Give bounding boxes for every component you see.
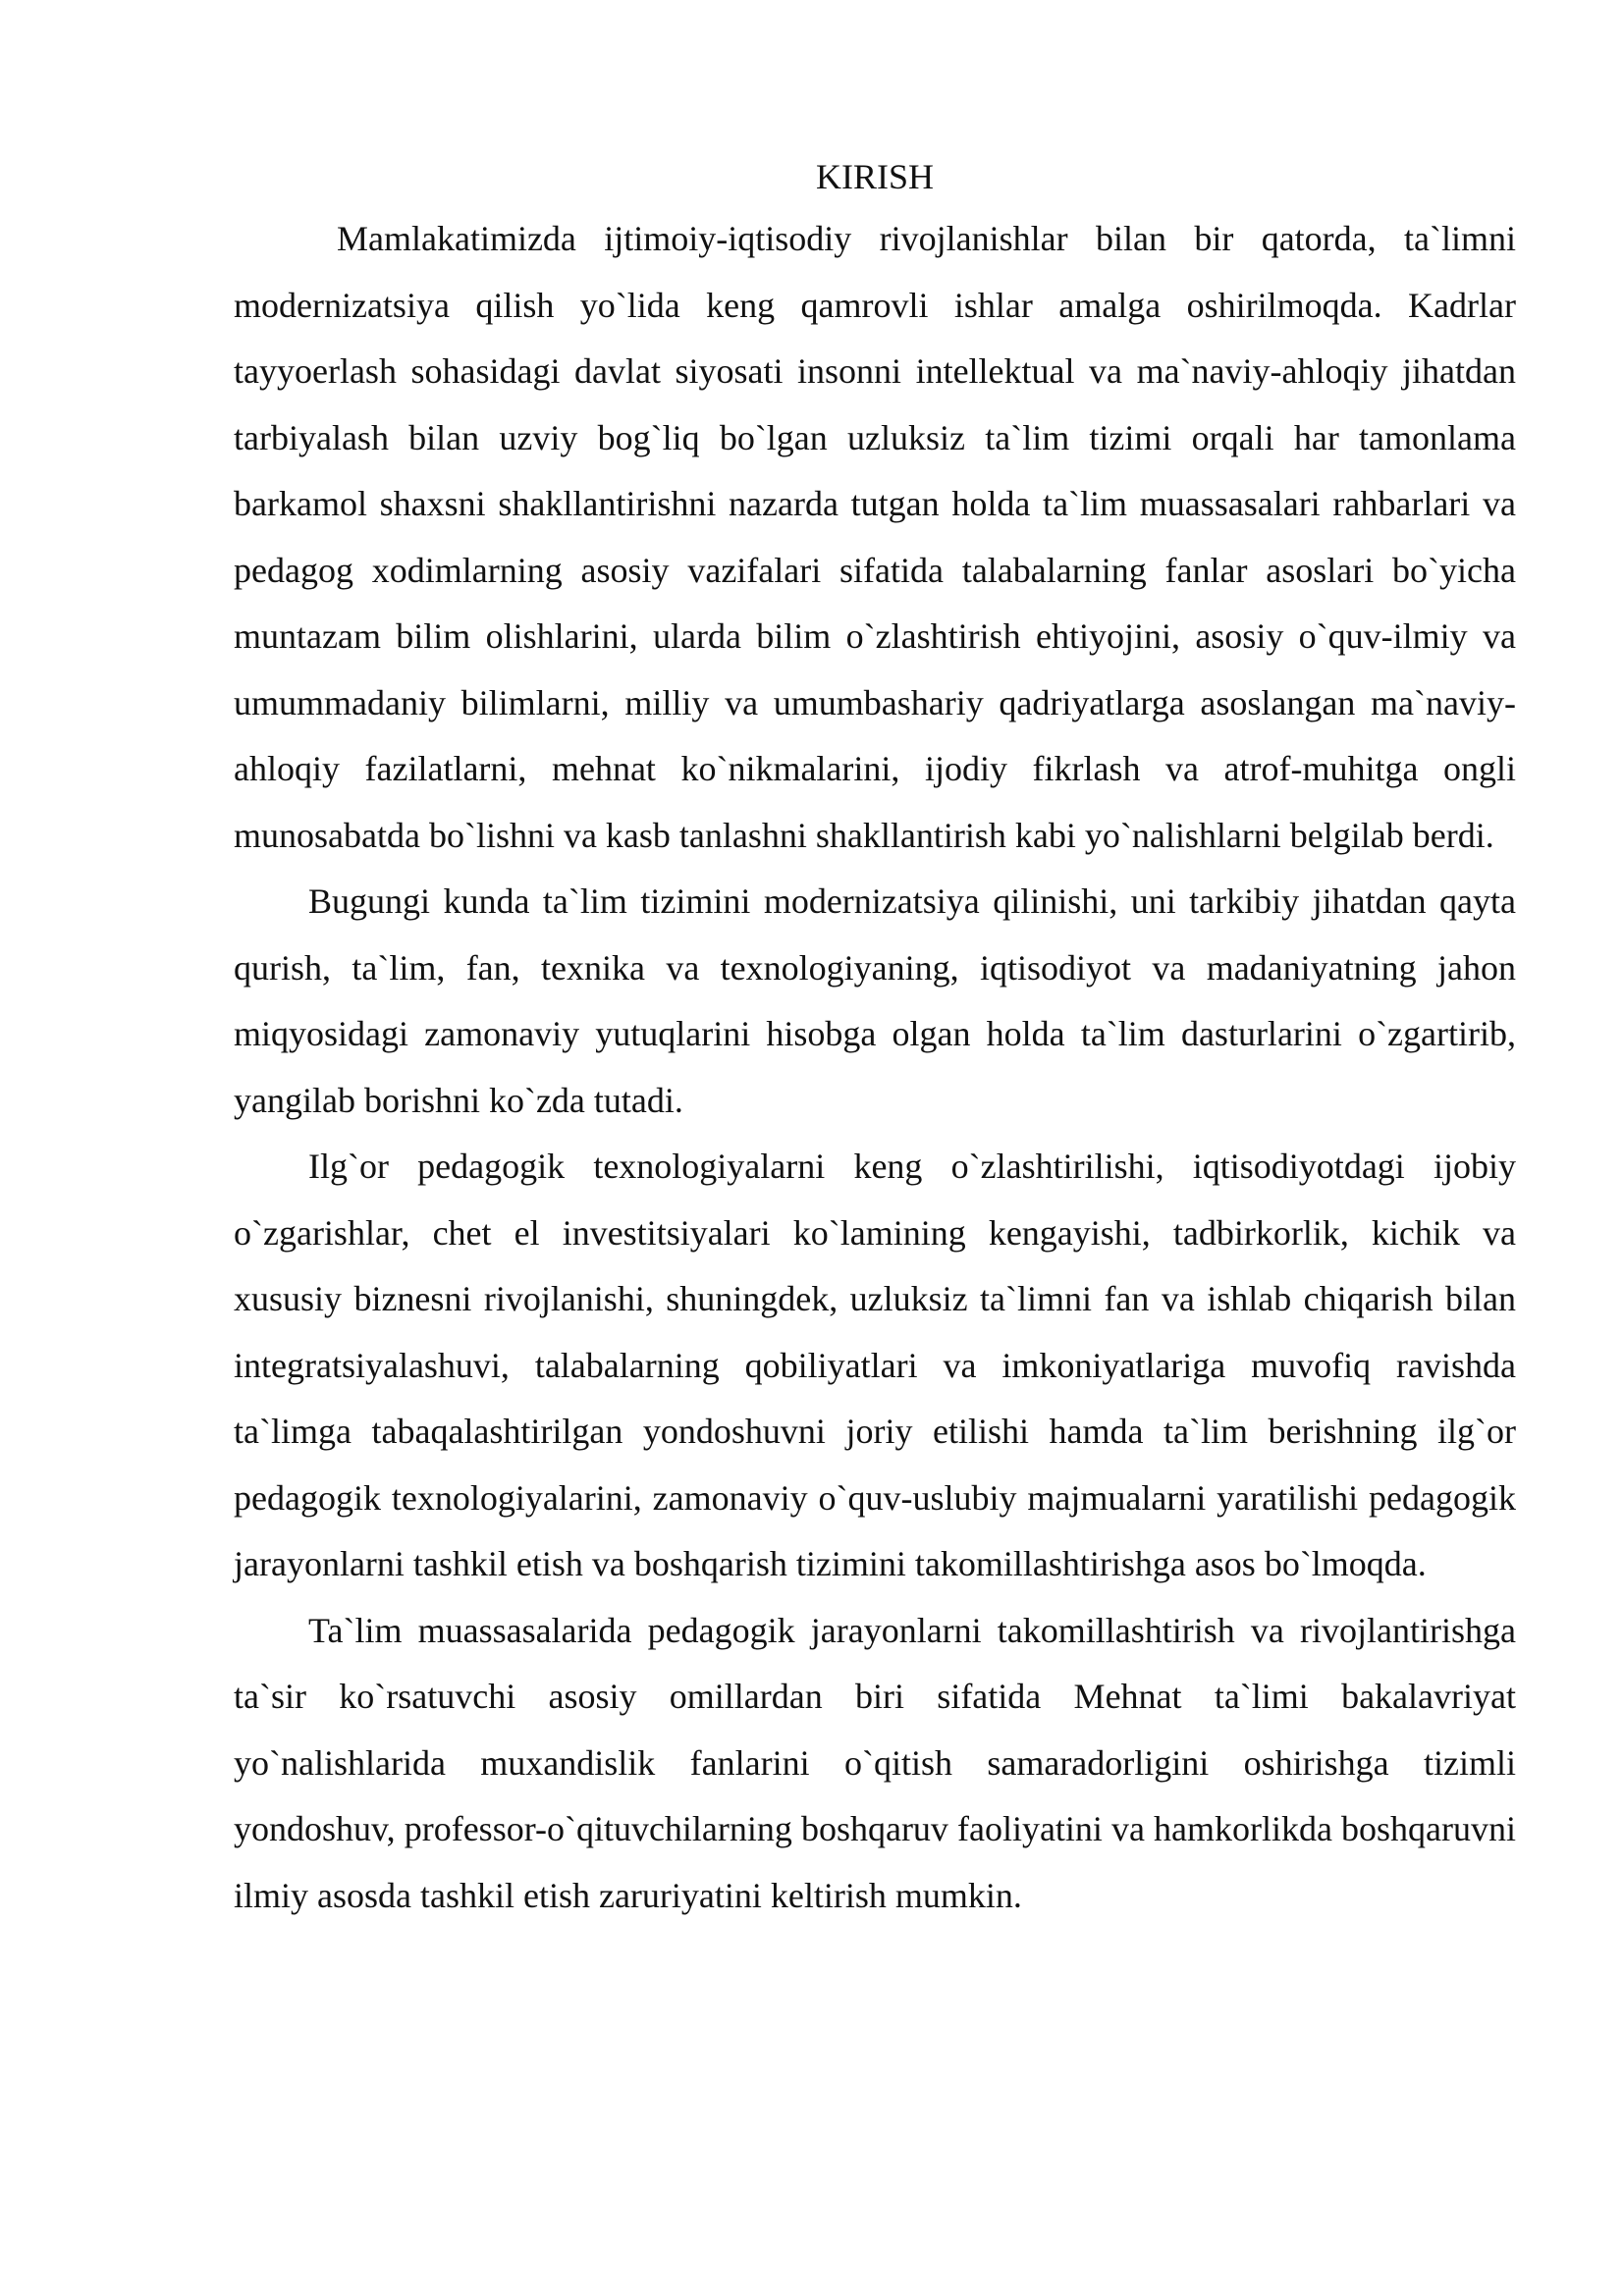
paragraph: Ilg`or pedagogik texnologiyalarni keng o`zlashtirilishi, iqtisodiyotdagi ijobiy o`zgarishlar, chet el investitsiyalari ko`lamining kengayishi, tadbirkorlik, kichik va xususiy biznesni rivojlanishi, shuningdek, uzluksiz ta`limni fan va ishlab chiqarish bilan integratsiyalashuvi, talabalarning qobiliyatlari va imkoniyatlariga muvofiq ravishda ta`limga tabaqalashtirilgan yondoshuvni joriy etilishi hamda ta`lim berishning ilg`or pedagogik texnologiyalarini, zamonaviy o`quv-uslubiy majmualarni yaratilishi pedagogik jarayonlarni tashkil etish va boshqarish tizimini takomillashtirishga asos bo`lmoqda. [234,1147,1516,1583]
paragraph: Mamlakatimizda ijtimoiy-iqtisodiy rivojlanishlar bilan bir qatorda, ta`limni modernizatsiya qilish yo`lida keng qamrovli ishlar amalga oshirilmoqda. Kadrlar tayyoerlash sohasidagi davlat siyosati insonni intellektual va ma`naviy-ahloqiy jihatdan tarbiyalash bilan uzviy bog`liq bo`lgan uzluksiz ta`lim tizimi orqali har tamonlama barkamol shaxsni shakllantirishni nazarda tutgan holda ta`lim muassasalari rahbarlari va pedagog xodimlarning asosiy vazifalari sifatida talabalarning fanlar asoslari bo`yicha muntazam bilim olishlarini, ularda bilim o`zlashtirish ehtiyojini, asosiy o`quv-ilmiy va umummadaniy bilimlarni, milliy va umumbashariy qadriyatlarga asoslangan ma`naviy-ahloqiy fazilatlarni, mehnat ko`nikmalarini, ijodiy fikrlash va atrof-muhitga ongli munosabatda bo`lishni va kasb tanlashni shakllantirish kabi yo`nalishlarni belgilab berdi. [234,219,1516,855]
paragraph: Bugungi kunda ta`lim tizimini modernizatsiya qilinishi, uni tarkibiy jihatdan qayta qurish, ta`lim, fan, texnika va texnologiyaning, iqtisodiyot va madaniyatning jahon miqyosidagi zamonaviy yutuqlarini hisobga olgan holda ta`lim dasturlarini o`zgartirib, yangilab borishni ko`zda tutadi. [234,881,1516,1120]
document-body [234,147,1516,1929]
paragraph: Ta`lim muassasalarida pedagogik jarayonlarni takomillashtirish va rivojlantirishga ta`sir ko`rsatuvchi asosiy omillardan biri sifatida Mehnat ta`limi bakalavriyat yo`nalishlarida muxandislik fanlarini o`qitish samaradorligini oshirishga tizimli yondoshuv, professor-o`qituvchilarning boshqaruv faoliyatini va hamkorlikda boshqaruvni ilmiy asosda tashkil etish zaruriyatini keltirish mumkin. [234,1610,1516,1915]
document-title: KIRISH [815,157,934,196]
